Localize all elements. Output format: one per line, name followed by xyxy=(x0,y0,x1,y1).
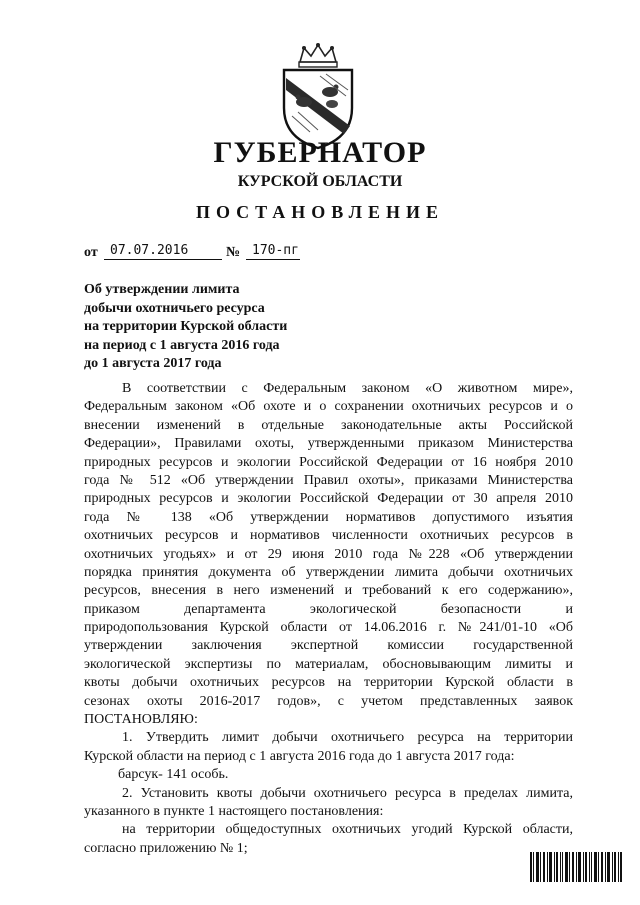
date-label: от xyxy=(84,245,98,260)
item-1-species: барсук- 141 особь. xyxy=(118,767,229,783)
preamble-paragraph xyxy=(84,380,573,729)
subject-line: Об утверждении лимита xyxy=(84,282,240,297)
region-name: КУРСКОЙ ОБЛАСТИ xyxy=(237,173,403,190)
text-line: природных ресурсов и экологии Российской Федерации от 16 ноября 2010 xyxy=(84,454,573,470)
text-line: года № 138 «Об утверждении нормативов допустимого изъятия xyxy=(84,509,573,525)
text-line: Курской области на период с 1 августа 2016 года до 1 августа 2017 года: xyxy=(84,748,515,764)
text-line: порядка принятия документа об утверждении лимита добычи охотничьих xyxy=(84,564,573,580)
document-type: ПОСТАНОВЛЕНИЕ xyxy=(195,202,445,222)
text-line: утверждении заключения экспертной комиссии государственной xyxy=(84,638,573,654)
text-line: Федеральным законом «Об охоте и о сохранении охотничьих ресурсов и о xyxy=(84,399,573,415)
item-1 xyxy=(84,729,573,766)
text-line: внесении изменений в отдельные законодательные акты Российской xyxy=(84,417,573,433)
text-line: 1. Утвердить лимит добычи охотничьего ресурса на территории xyxy=(122,730,573,746)
text-line: года № 512 «Об утверждении Правил охоты», приказами Министерства xyxy=(84,472,573,488)
text-line: согласно приложению № 1; xyxy=(84,840,248,856)
barcode xyxy=(530,852,622,882)
item-2 xyxy=(84,785,573,822)
decree-body xyxy=(84,380,573,858)
text-line: Федерации», Правилами охоты, утвержденными приказом Министерства xyxy=(84,436,573,452)
text-line: приказом департамента экологической безопасности и xyxy=(84,601,573,617)
text-line: ресурсов, внесения в него изменений и требований к его содержанию», xyxy=(84,583,573,599)
text-line: экологической экспертизы по материалам, обосновывающим лимиты и xyxy=(84,656,573,672)
text-line: охотничьих угодьях» и от 29 июня 2010 года №228 «Об утверждении xyxy=(84,546,573,562)
text-line: на территории общедоступных охотничьих угодий Курской области, xyxy=(122,822,573,838)
decree-subject xyxy=(84,281,404,374)
text-line: 2. Установить квоты добычи охотничьего ресурса в пределах лимита, xyxy=(122,785,573,801)
text-line: указанного в пункте 1 настоящего постановления: xyxy=(84,804,384,819)
text-line: квоты добычи охотничьих ресурсов на территории Курской области в xyxy=(84,675,573,691)
subject-line: добычи охотничьего ресурса xyxy=(84,300,265,316)
subject-line: на территории Курской области xyxy=(84,319,288,335)
governor-title: ГУБЕРНАТОР xyxy=(213,136,427,169)
subject-line: на период с 1 августа 2016 года xyxy=(84,337,280,353)
decree-number: 170-пг xyxy=(246,242,300,260)
text-line: природопользования Курской области от 14.06.2016 г. №241/01-10 «Об xyxy=(84,620,573,636)
number-label: № xyxy=(226,245,241,260)
text-line: сезонах охоты 2016-2017 годов», с учетом представленных заявок xyxy=(84,693,573,709)
text-line: В соответствии с Федеральным законом «О животном мире», xyxy=(122,381,573,396)
text-line: охотничьих ресурсов и нормативов численности охотничьих ресурсов в xyxy=(84,528,573,544)
decree-date: 07.07.2016 xyxy=(104,242,222,260)
text-line: природных ресурсов и экологии Российской Федерации от 30 апреля 2010 xyxy=(84,491,573,507)
item-2-territory xyxy=(84,821,573,858)
text-line: ПОСТАНОВЛЯЮ: xyxy=(84,712,198,728)
subject-line: до 1 августа 2017 года xyxy=(84,356,222,372)
